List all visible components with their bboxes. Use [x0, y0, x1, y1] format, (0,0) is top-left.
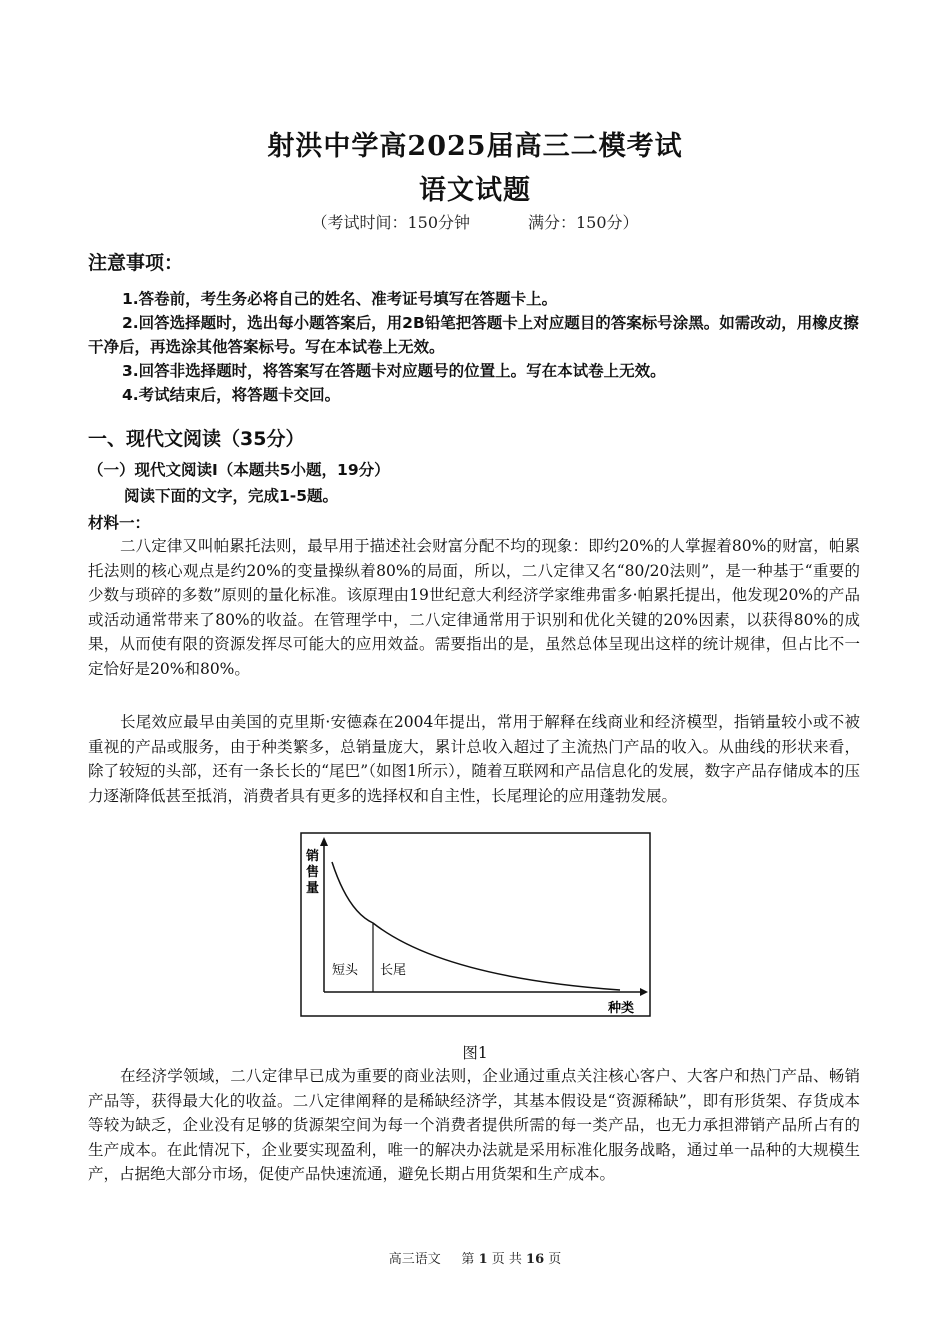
exam-meta	[0, 210, 950, 233]
exam-time: （考试时间：150分钟	[311, 213, 470, 232]
footer-suffix: 页	[548, 1252, 562, 1267]
exam-title: 射洪中学高2025届高三二模考试	[267, 131, 683, 162]
notice-item-2: 2.回答选择题时，选出每小题答案后，用2B铅笔把答题卡上对应题目的答案标号涂黑。如需改动，用橡皮擦干净后，再选涂其他答案标号。写在本试卷上无效。	[88, 314, 859, 356]
footer-mid: 页 共	[491, 1252, 522, 1267]
page-footer	[0, 1248, 950, 1267]
long-tail-figure	[300, 832, 652, 1018]
notice-item-3: 3.回答非选择题时，将答案写在答题卡对应题号的位置上。写在本试卷上无效。	[122, 362, 666, 380]
exam-score: 满分：150分）	[528, 213, 639, 232]
paragraph-long-tail: 长尾效应最早由美国的克里斯·安德森在2004年提出，常用于解释在线商业和经济模型，指销量较小或不被重视的产品或服务，由于种类繁多，总销量庞大，累计总收入超过了主流热门产品的收入。从曲线的形状来看，除了较短的头部，还有一条长长的“尾巴”（如图1所示），随着互联网和产品信息化的发展，数字产品存储成本的压力逐渐降低甚至抵消，消费者具有更多的选择权和自主性，长尾理论的应用蓬勃发展。	[88, 713, 860, 805]
notice-heading: 注意事项：	[88, 252, 184, 274]
figure-caption: 图1	[462, 1044, 488, 1062]
y-axis-label	[306, 848, 319, 896]
subsection-title: （一）现代文阅读Ⅰ（本题共5小题，19分）	[88, 461, 390, 479]
notice-item-1: 1.答卷前，考生务必将自己的姓名、准考证号填写在答题卡上。	[122, 290, 558, 308]
exam-subtitle: 语文试题	[419, 175, 531, 206]
footer-subject: 高三语文	[388, 1252, 441, 1267]
footer-page-prefix: 第	[461, 1252, 475, 1267]
section-title: 一、现代文阅读（35分）	[88, 428, 305, 450]
notice-item-4: 4.考试结束后，将答题卡交回。	[122, 386, 341, 404]
x-axis-label: 种类	[608, 1001, 635, 1016]
y-label-char-1: 销	[306, 849, 320, 864]
y-label-char-3: 量	[306, 881, 320, 896]
footer-page-number: 1	[478, 1252, 488, 1267]
tail-label: 长尾	[380, 963, 407, 978]
paragraph-economics: 在经济学领域，二八定律早已成为重要的商业法则，企业通过重点关注核心客户、大客户和热门产品、畅销产品等，获得最大化的收益。二八定律阐释的是稀缺经济学，其基本假设是“资源稀缺”，即有形货架、存货成本等较为缺乏，企业没有足够的货源架空间为每一个消费者提供所需的每一类产品，也无力承担滞销产品所占有的生产成本。在此情况下，企业要实现盈利，唯一的解决办法就是采用标准化服务战略，通过单一品种的大规模生产，占据绝大部分市场，促使产品快速流通，避免长期占用货架和生产成本。	[88, 1067, 860, 1183]
footer-total-pages: 16	[526, 1252, 545, 1267]
reading-instruction: 阅读下面的文字，完成1-5题。	[124, 487, 339, 505]
y-label-char-2: 售	[306, 865, 320, 880]
paragraph-pareto: 二八定律又叫帕累托法则，最早用于描述社会财富分配不均的现象：即约20%的人掌握着80%的财富，帕累托法则的核心观点是约20%的变量操纵着80%的局面，所以，二八定律又名“80/20法则”，是一种基于“重要的少数与琐碎的多数”原则的量化标准。该原理由19世纪意大利经济学家维弗雷多·帕累托提出，他发现20%的产品或活动通常带来了80%的收益。在管理学中，二八定律通常用于识别和优化关键的20%因素，以获得80%的成果，从而使有限的资源发挥尽可能大的应用效益。需要指出的是，虽然总体呈现出这样的统计规律，但占比不一定恰好是20%和80%。	[88, 537, 860, 678]
head-label: 短头	[332, 963, 359, 978]
material-label: 材料一：	[88, 514, 151, 532]
long-tail-chart	[300, 832, 652, 1018]
